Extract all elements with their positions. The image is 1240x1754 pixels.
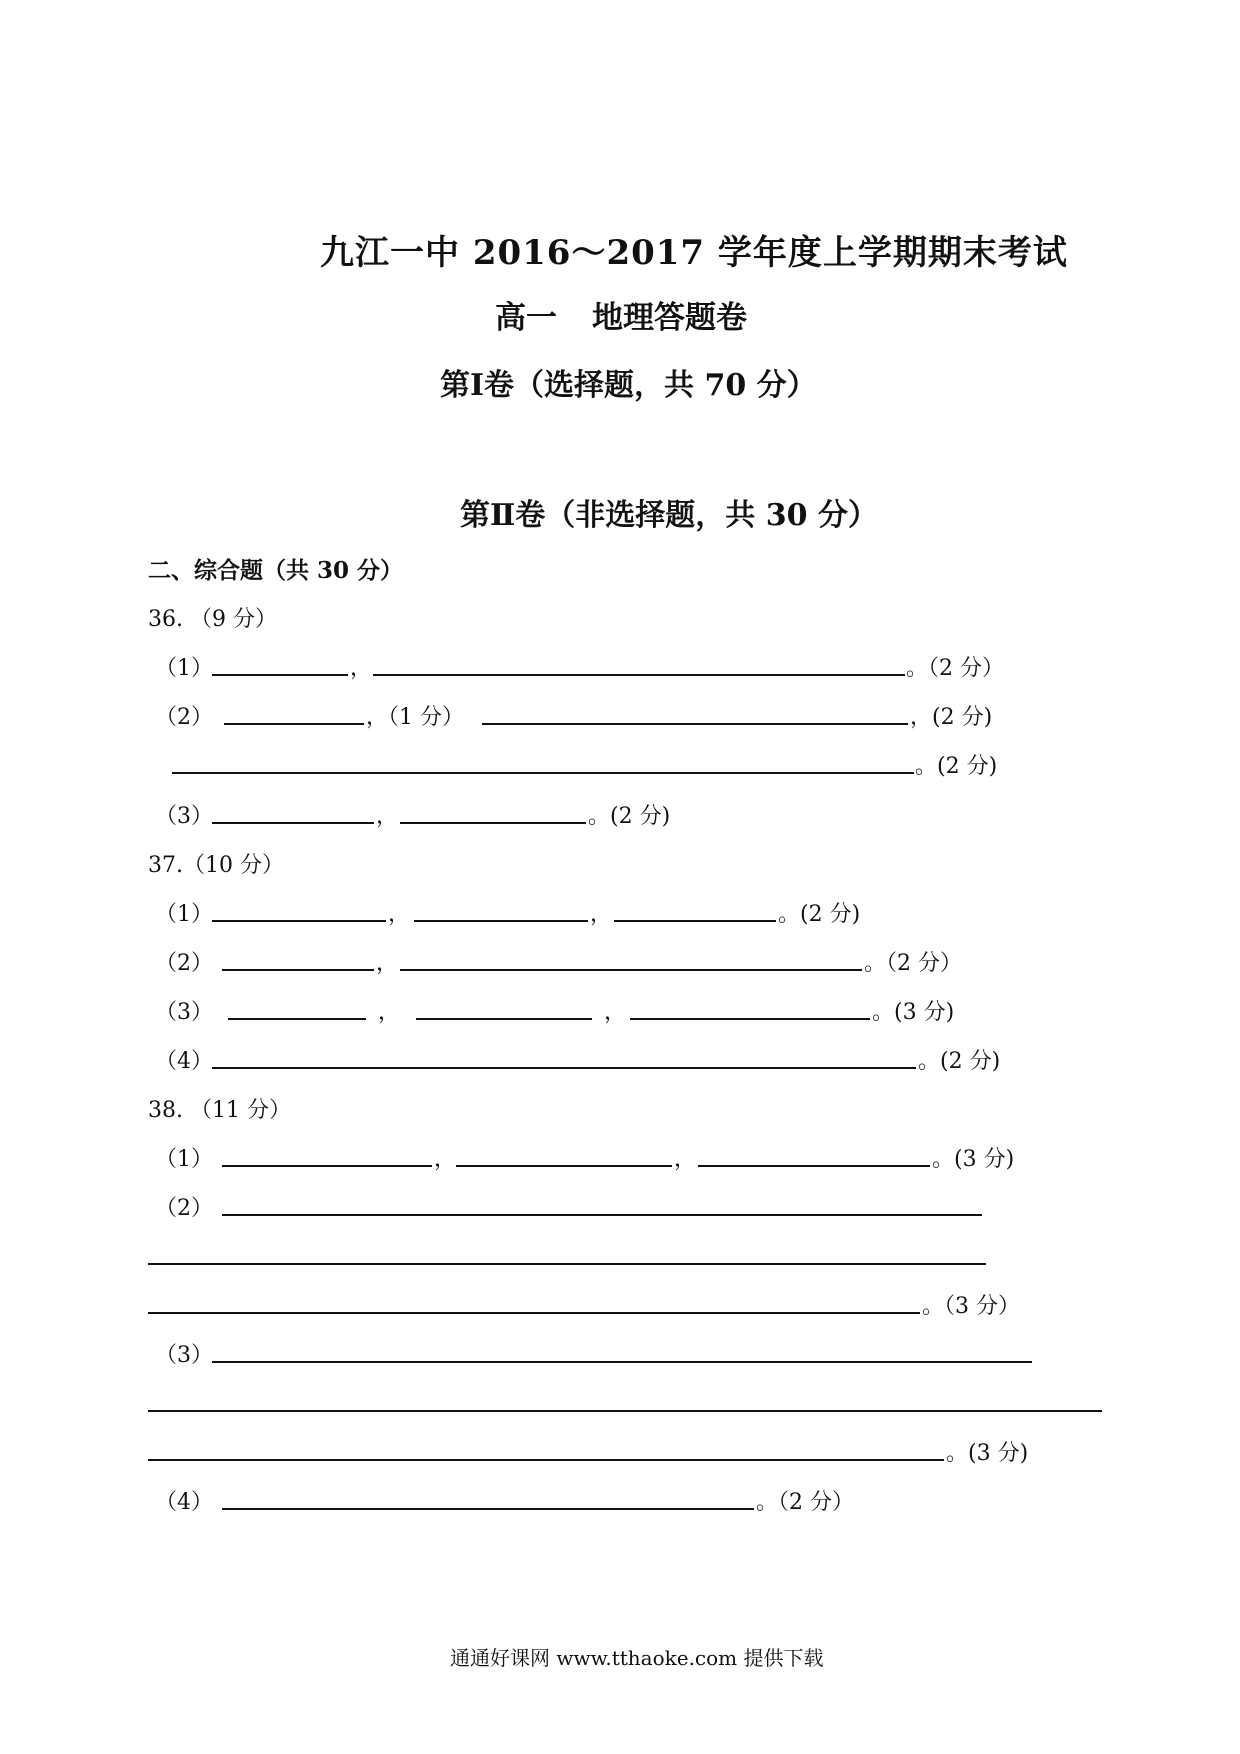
q36-1-num: （1）: [155, 656, 213, 681]
footer-text: 通通好课网 www.tthaoke.com 提供下载: [450, 1646, 824, 1670]
q38-1-num: （1）: [155, 1147, 213, 1172]
answer-blank[interactable]: [414, 920, 588, 922]
q37-3-sep1: ，: [378, 1000, 401, 1025]
q36-3-sep: ，: [376, 804, 399, 829]
part1-heading: 第Ⅰ卷（选择题，共 70 分）: [440, 368, 817, 403]
q36-2-mid: ，（1 分）: [366, 705, 464, 730]
answer-blank[interactable]: [228, 1018, 366, 1020]
q37-4-end: 。(2 分): [918, 1049, 1001, 1074]
q36-2-end2: 。(2 分): [915, 754, 998, 779]
q37-2-end: 。（2 分）: [864, 951, 962, 976]
q36-1-sep: ，: [350, 656, 373, 681]
q38-1-sep1: ，: [434, 1147, 457, 1172]
answer-blank[interactable]: [222, 1508, 754, 1510]
answer-blank[interactable]: [148, 1410, 1102, 1412]
answer-blank[interactable]: [222, 969, 374, 971]
answer-blank[interactable]: [212, 920, 386, 922]
q37-3-num: （3）: [155, 1000, 213, 1025]
answer-blank[interactable]: [148, 1312, 920, 1314]
q36-3-end: 。(2 分): [588, 804, 671, 829]
answer-blank[interactable]: [212, 822, 374, 824]
q38-2-num: （2）: [155, 1196, 213, 1221]
q37-3-sep2: ，: [604, 1000, 627, 1025]
answer-blank[interactable]: [224, 723, 364, 725]
q36-2-num: （2）: [155, 705, 213, 730]
q38-label: 38. （11 分）: [148, 1098, 291, 1123]
q38-2-end: 。（3 分）: [922, 1294, 1020, 1319]
answer-blank[interactable]: [212, 1361, 1032, 1363]
q38-3-end: 。(3 分): [946, 1441, 1029, 1466]
q37-2-num: （2）: [155, 951, 213, 976]
exam-title: 九江一中 2016～2017 学年度上学期期末考试: [320, 233, 1068, 273]
answer-blank[interactable]: [614, 920, 776, 922]
q36-label: 36. （9 分）: [148, 607, 277, 632]
answer-blank[interactable]: [400, 969, 862, 971]
answer-blank[interactable]: [630, 1018, 870, 1020]
answer-blank[interactable]: [698, 1165, 930, 1167]
q37-4-num: （4）: [155, 1049, 213, 1074]
answer-blank[interactable]: [148, 1263, 986, 1265]
q36-1-end: 。（2 分）: [906, 656, 1004, 681]
answer-blank[interactable]: [148, 1459, 944, 1461]
answer-blank[interactable]: [172, 772, 914, 774]
q38-4-num: （4）: [155, 1490, 213, 1515]
answer-blank[interactable]: [212, 674, 348, 676]
q38-1-end: 。(3 分): [932, 1147, 1015, 1172]
q36-2-end: ，(2 分): [910, 705, 993, 730]
answer-blank[interactable]: [222, 1214, 982, 1216]
answer-blank[interactable]: [482, 723, 908, 725]
q37-1-num: （1）: [155, 902, 213, 927]
section-heading: 二、综合题（共 30 分）: [148, 557, 404, 584]
q36-3-num: （3）: [155, 804, 213, 829]
q37-label: 37.（10 分）: [148, 853, 284, 878]
q38-3-num: （3）: [155, 1343, 213, 1368]
q38-1-sep2: ，: [674, 1147, 697, 1172]
answer-blank[interactable]: [456, 1165, 672, 1167]
subtitle-paper: 地理答题卷: [592, 300, 747, 336]
answer-blank[interactable]: [416, 1018, 592, 1020]
q37-1-end: 。(2 分): [778, 902, 861, 927]
part2-heading: 第Ⅱ卷（非选择题，共 30 分）: [460, 498, 878, 533]
q37-2-sep: ，: [376, 951, 399, 976]
q37-1-sep1: ，: [388, 902, 411, 927]
answer-blank[interactable]: [222, 1165, 432, 1167]
q37-1-sep2: ，: [590, 902, 613, 927]
answer-blank[interactable]: [400, 822, 586, 824]
q37-3-end: 。(3 分): [872, 1000, 955, 1025]
subtitle-grade: 高一: [495, 300, 557, 336]
answer-blank[interactable]: [373, 674, 905, 676]
answer-blank[interactable]: [212, 1067, 916, 1069]
q38-4-end: 。（2 分）: [756, 1490, 854, 1515]
